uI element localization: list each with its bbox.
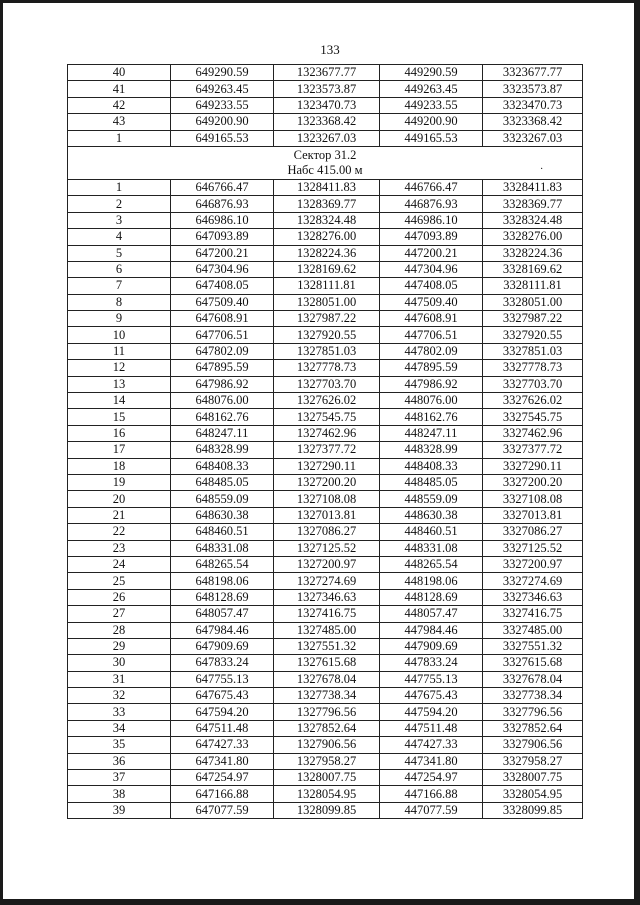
- table-row: [68, 688, 583, 704]
- table-row: [68, 770, 583, 786]
- table-cell: 1327852.64: [274, 720, 380, 736]
- table-cell: 2: [68, 196, 171, 212]
- table-cell: 3327200.97: [483, 556, 583, 572]
- table-cell: 649290.59: [171, 65, 274, 81]
- rows-after-section: [68, 179, 583, 818]
- table-cell: 1328054.95: [274, 786, 380, 802]
- table-cell: 15: [68, 409, 171, 425]
- table-cell: 43: [68, 114, 171, 130]
- table-cell: 648408.33: [171, 458, 274, 474]
- table-cell: 1327462.96: [274, 425, 380, 441]
- table-cell: 3327778.73: [483, 360, 583, 376]
- table-row: [68, 130, 583, 146]
- table-cell: 1328224.36: [274, 245, 380, 261]
- table-cell: 1323677.77: [274, 65, 380, 81]
- table-cell: 448460.51: [380, 524, 483, 540]
- table-cell: 647427.33: [171, 737, 274, 753]
- table-cell: 3327851.03: [483, 343, 583, 359]
- table-cell: 3327346.63: [483, 589, 583, 605]
- table-cell: 23: [68, 540, 171, 556]
- table-cell: 32: [68, 688, 171, 704]
- table-cell: 647984.46: [171, 622, 274, 638]
- table-cell: 1327108.08: [274, 491, 380, 507]
- table-row: [68, 327, 583, 343]
- table-cell: 20: [68, 491, 171, 507]
- table-cell: 3328224.36: [483, 245, 583, 261]
- table-cell: 447895.59: [380, 360, 483, 376]
- table-cell: 17: [68, 442, 171, 458]
- table-cell: 647986.92: [171, 376, 274, 392]
- table-cell: 648559.09: [171, 491, 274, 507]
- table-cell: 648485.05: [171, 474, 274, 490]
- table-cell: 25: [68, 573, 171, 589]
- table-cell: 38: [68, 786, 171, 802]
- table-cell: 1327416.75: [274, 606, 380, 622]
- table-cell: 1328324.48: [274, 212, 380, 228]
- table-row: [68, 802, 583, 818]
- table-row: [68, 589, 583, 605]
- table-cell: 1327485.00: [274, 622, 380, 638]
- table-row: [68, 229, 583, 245]
- table-cell: 3327738.34: [483, 688, 583, 704]
- table-cell: 648198.06: [171, 573, 274, 589]
- table-cell: 647895.59: [171, 360, 274, 376]
- table-cell: 1327290.11: [274, 458, 380, 474]
- table-cell: 34: [68, 720, 171, 736]
- page-number: 133: [320, 42, 340, 57]
- table-cell: 3328099.85: [483, 802, 583, 818]
- table-cell: 3328111.81: [483, 278, 583, 294]
- table-cell: 18: [68, 458, 171, 474]
- table-row: [68, 114, 583, 130]
- table-cell: 3328169.62: [483, 261, 583, 277]
- table-cell: 1327377.72: [274, 442, 380, 458]
- table-row: [68, 524, 583, 540]
- table-cell: 646876.93: [171, 196, 274, 212]
- table-cell: 22: [68, 524, 171, 540]
- table-cell: 448630.38: [380, 507, 483, 523]
- table-cell: 448485.05: [380, 474, 483, 490]
- table-cell: 3327920.55: [483, 327, 583, 343]
- table-row: [68, 97, 583, 113]
- table-cell: 19: [68, 474, 171, 490]
- table-cell: 647594.20: [171, 704, 274, 720]
- table-cell: 647509.40: [171, 294, 274, 310]
- table-cell: 3327108.08: [483, 491, 583, 507]
- table-cell: 3323573.87: [483, 81, 583, 97]
- table-cell: 3328324.48: [483, 212, 583, 228]
- table-cell: 3327703.70: [483, 376, 583, 392]
- table-cell: 448076.00: [380, 393, 483, 409]
- table-cell: 647341.80: [171, 753, 274, 769]
- table-row: [68, 81, 583, 97]
- table-cell: 42: [68, 97, 171, 113]
- table-cell: 648128.69: [171, 589, 274, 605]
- table-cell: 1328276.00: [274, 229, 380, 245]
- table-cell: 40: [68, 65, 171, 81]
- table-cell: 448331.08: [380, 540, 483, 556]
- table-cell: 3328369.77: [483, 196, 583, 212]
- table-cell: 1328411.83: [274, 179, 380, 195]
- table-cell: 447427.33: [380, 737, 483, 753]
- table-cell: 3327125.52: [483, 540, 583, 556]
- table-cell: 3327013.81: [483, 507, 583, 523]
- table-cell: 41: [68, 81, 171, 97]
- table-cell: 1327738.34: [274, 688, 380, 704]
- table-cell: 4: [68, 229, 171, 245]
- table-cell: 3328276.00: [483, 229, 583, 245]
- table-cell: 33: [68, 704, 171, 720]
- table-cell: 39: [68, 802, 171, 818]
- table-cell: 449233.55: [380, 97, 483, 113]
- table-cell: 647675.43: [171, 688, 274, 704]
- table-cell: 447706.51: [380, 327, 483, 343]
- table-cell: 1327200.97: [274, 556, 380, 572]
- table-cell: 447254.97: [380, 770, 483, 786]
- table-row: [68, 573, 583, 589]
- table-cell: 1: [68, 179, 171, 195]
- table-cell: 3328054.95: [483, 786, 583, 802]
- table-cell: 447509.40: [380, 294, 483, 310]
- scan-border-bottom: [0, 899, 640, 905]
- table-cell: 3327958.27: [483, 753, 583, 769]
- table-row: [68, 786, 583, 802]
- table-cell: 447608.91: [380, 311, 483, 327]
- table-cell: 648057.47: [171, 606, 274, 622]
- table-cell: 647408.05: [171, 278, 274, 294]
- section-header-cell: [68, 146, 583, 179]
- table-cell: 447594.20: [380, 704, 483, 720]
- table-cell: 647077.59: [171, 802, 274, 818]
- table-row: [68, 376, 583, 392]
- table-cell: 14: [68, 393, 171, 409]
- table-cell: 448162.76: [380, 409, 483, 425]
- table-cell: 3327290.11: [483, 458, 583, 474]
- table-cell: 448328.99: [380, 442, 483, 458]
- table-cell: 3327796.56: [483, 704, 583, 720]
- table-row: [68, 212, 583, 228]
- table-cell: 647200.21: [171, 245, 274, 261]
- table-cell: 648247.11: [171, 425, 274, 441]
- table-cell: 1327274.69: [274, 573, 380, 589]
- table-cell: 3327462.96: [483, 425, 583, 441]
- table-cell: 649165.53: [171, 130, 274, 146]
- table-cell: 1327678.04: [274, 671, 380, 687]
- table-cell: 447093.89: [380, 229, 483, 245]
- table-row: [68, 425, 583, 441]
- table-cell: 1327626.02: [274, 393, 380, 409]
- table-cell: 29: [68, 638, 171, 654]
- table-cell: 649263.45: [171, 81, 274, 97]
- table-row: [68, 671, 583, 687]
- table-cell: 447833.24: [380, 655, 483, 671]
- table-cell: 448247.11: [380, 425, 483, 441]
- table-cell: 1327200.20: [274, 474, 380, 490]
- table-row: [68, 540, 583, 556]
- table-cell: 648162.76: [171, 409, 274, 425]
- table-cell: 647304.96: [171, 261, 274, 277]
- table-cell: 6: [68, 261, 171, 277]
- table-cell: 1327346.63: [274, 589, 380, 605]
- table-cell: 35: [68, 737, 171, 753]
- table-cell: 1327551.32: [274, 638, 380, 654]
- table-row: [68, 622, 583, 638]
- table-cell: 1327958.27: [274, 753, 380, 769]
- table-cell: 1328007.75: [274, 770, 380, 786]
- table-row: [68, 179, 583, 195]
- table-row: [68, 261, 583, 277]
- table-row: [68, 737, 583, 753]
- table-row: [68, 360, 583, 376]
- table-cell: 3327416.75: [483, 606, 583, 622]
- table-cell: 648460.51: [171, 524, 274, 540]
- rows-before-section: [68, 65, 583, 147]
- table-cell: 647706.51: [171, 327, 274, 343]
- table-cell: 648328.99: [171, 442, 274, 458]
- table-cell: 1327987.22: [274, 311, 380, 327]
- table-cell: 3323677.77: [483, 65, 583, 81]
- table-cell: 1323573.87: [274, 81, 380, 97]
- table-row: [68, 556, 583, 572]
- table-cell: 647511.48: [171, 720, 274, 736]
- table-cell: 12: [68, 360, 171, 376]
- table-cell: 3: [68, 212, 171, 228]
- table-cell: 3327852.64: [483, 720, 583, 736]
- table-cell: 647093.89: [171, 229, 274, 245]
- table-cell: 1327906.56: [274, 737, 380, 753]
- table-cell: 447511.48: [380, 720, 483, 736]
- table-cell: 3323267.03: [483, 130, 583, 146]
- table-cell: 3327200.20: [483, 474, 583, 490]
- table-row: [68, 720, 583, 736]
- table-cell: 16: [68, 425, 171, 441]
- table-cell: 449165.53: [380, 130, 483, 146]
- table-cell: 27: [68, 606, 171, 622]
- table-row: [68, 655, 583, 671]
- table-cell: 1328051.00: [274, 294, 380, 310]
- table-cell: 646986.10: [171, 212, 274, 228]
- table-row: [68, 343, 583, 359]
- table-cell: 1327851.03: [274, 343, 380, 359]
- table-cell: 447986.92: [380, 376, 483, 392]
- table-cell: 1328111.81: [274, 278, 380, 294]
- table-cell: 649233.55: [171, 97, 274, 113]
- table-cell: 647166.88: [171, 786, 274, 802]
- table-cell: 37: [68, 770, 171, 786]
- table-cell: 31: [68, 671, 171, 687]
- table-cell: 447909.69: [380, 638, 483, 654]
- table-cell: 647608.91: [171, 311, 274, 327]
- table-row: [68, 442, 583, 458]
- table-cell: 646766.47: [171, 179, 274, 195]
- table-row: [68, 409, 583, 425]
- table-cell: 447755.13: [380, 671, 483, 687]
- table-cell: 3327626.02: [483, 393, 583, 409]
- scan-border-left: [0, 0, 3, 905]
- table-cell: 448265.54: [380, 556, 483, 572]
- table-cell: 3323470.73: [483, 97, 583, 113]
- table-cell: 446986.10: [380, 212, 483, 228]
- table-row: [68, 393, 583, 409]
- table-cell: 647909.69: [171, 638, 274, 654]
- table-cell: 448559.09: [380, 491, 483, 507]
- table-cell: 1328369.77: [274, 196, 380, 212]
- table-cell: 3327274.69: [483, 573, 583, 589]
- table-cell: 3327545.75: [483, 409, 583, 425]
- stray-mark: ·: [540, 164, 544, 175]
- table-cell: 3328411.83: [483, 179, 583, 195]
- table-cell: 448057.47: [380, 606, 483, 622]
- table-cell: 648265.54: [171, 556, 274, 572]
- table-cell: 36: [68, 753, 171, 769]
- table-cell: 3327678.04: [483, 671, 583, 687]
- table-cell: 3323368.42: [483, 114, 583, 130]
- table-cell: 647755.13: [171, 671, 274, 687]
- table-row: [68, 606, 583, 622]
- table-cell: 1327013.81: [274, 507, 380, 523]
- table-row: [68, 704, 583, 720]
- table-cell: 1327920.55: [274, 327, 380, 343]
- table-row: [68, 474, 583, 490]
- table-cell: 448408.33: [380, 458, 483, 474]
- table-cell: 13: [68, 376, 171, 392]
- table-cell: 1327125.52: [274, 540, 380, 556]
- table-cell: 447984.46: [380, 622, 483, 638]
- table-cell: 3327615.68: [483, 655, 583, 671]
- table-row: [68, 458, 583, 474]
- table-row: [68, 196, 583, 212]
- table-cell: 447077.59: [380, 802, 483, 818]
- section-title: Сектор 31.2: [293, 147, 357, 162]
- table-cell: 648076.00: [171, 393, 274, 409]
- table-cell: 447304.96: [380, 261, 483, 277]
- scan-border-top: [0, 0, 640, 3]
- table-cell: 446766.47: [380, 179, 483, 195]
- table-cell: 1327545.75: [274, 409, 380, 425]
- table-cell: 9: [68, 311, 171, 327]
- table-row: [68, 278, 583, 294]
- table-cell: 447408.05: [380, 278, 483, 294]
- table-cell: 1327703.70: [274, 376, 380, 392]
- table-cell: 1327086.27: [274, 524, 380, 540]
- coordinates-table: [67, 64, 583, 819]
- table-row: [68, 245, 583, 261]
- table-cell: 3327551.32: [483, 638, 583, 654]
- table-cell: 30: [68, 655, 171, 671]
- table-cell: 3328007.75: [483, 770, 583, 786]
- table-cell: 21: [68, 507, 171, 523]
- table-cell: 446876.93: [380, 196, 483, 212]
- table-cell: 649200.90: [171, 114, 274, 130]
- table-cell: 28: [68, 622, 171, 638]
- table-cell: 3327086.27: [483, 524, 583, 540]
- table-cell: 5: [68, 245, 171, 261]
- table-cell: 449290.59: [380, 65, 483, 81]
- table-cell: 1: [68, 130, 171, 146]
- table-cell: 1328169.62: [274, 261, 380, 277]
- table-cell: 448128.69: [380, 589, 483, 605]
- table-row: [68, 311, 583, 327]
- table-cell: 1323470.73: [274, 97, 380, 113]
- table-cell: 3327906.56: [483, 737, 583, 753]
- table-cell: 648630.38: [171, 507, 274, 523]
- table-cell: 10: [68, 327, 171, 343]
- table-cell: 1327615.68: [274, 655, 380, 671]
- table-cell: 11: [68, 343, 171, 359]
- table-cell: 449200.90: [380, 114, 483, 130]
- table-cell: 3327987.22: [483, 311, 583, 327]
- scan-border-right: [634, 0, 640, 905]
- table-cell: 8: [68, 294, 171, 310]
- table-cell: 7: [68, 278, 171, 294]
- table-cell: 26: [68, 589, 171, 605]
- table-cell: 3327377.72: [483, 442, 583, 458]
- table-row: [68, 294, 583, 310]
- table-cell: 447200.21: [380, 245, 483, 261]
- table-cell: 3328051.00: [483, 294, 583, 310]
- table-cell: 647833.24: [171, 655, 274, 671]
- table-cell: 1323267.03: [274, 130, 380, 146]
- table-row: [68, 753, 583, 769]
- table-cell: 447675.43: [380, 688, 483, 704]
- table-cell: 648331.08: [171, 540, 274, 556]
- table-cell: 647802.09: [171, 343, 274, 359]
- table-cell: 1328099.85: [274, 802, 380, 818]
- table-row: [68, 638, 583, 654]
- section-header: [68, 146, 583, 179]
- table-row: [68, 491, 583, 507]
- table-cell: 1323368.42: [274, 114, 380, 130]
- table-cell: 1327796.56: [274, 704, 380, 720]
- table-row: [68, 65, 583, 81]
- table-cell: 24: [68, 556, 171, 572]
- table-row: [68, 507, 583, 523]
- table-cell: 448198.06: [380, 573, 483, 589]
- table-cell: 3327485.00: [483, 622, 583, 638]
- table-cell: 447341.80: [380, 753, 483, 769]
- table-cell: 447166.88: [380, 786, 483, 802]
- table-cell: 1327778.73: [274, 360, 380, 376]
- section-elevation: Набс 415.00 м: [287, 162, 363, 177]
- table-cell: 447802.09: [380, 343, 483, 359]
- table-cell: 647254.97: [171, 770, 274, 786]
- table-cell: 449263.45: [380, 81, 483, 97]
